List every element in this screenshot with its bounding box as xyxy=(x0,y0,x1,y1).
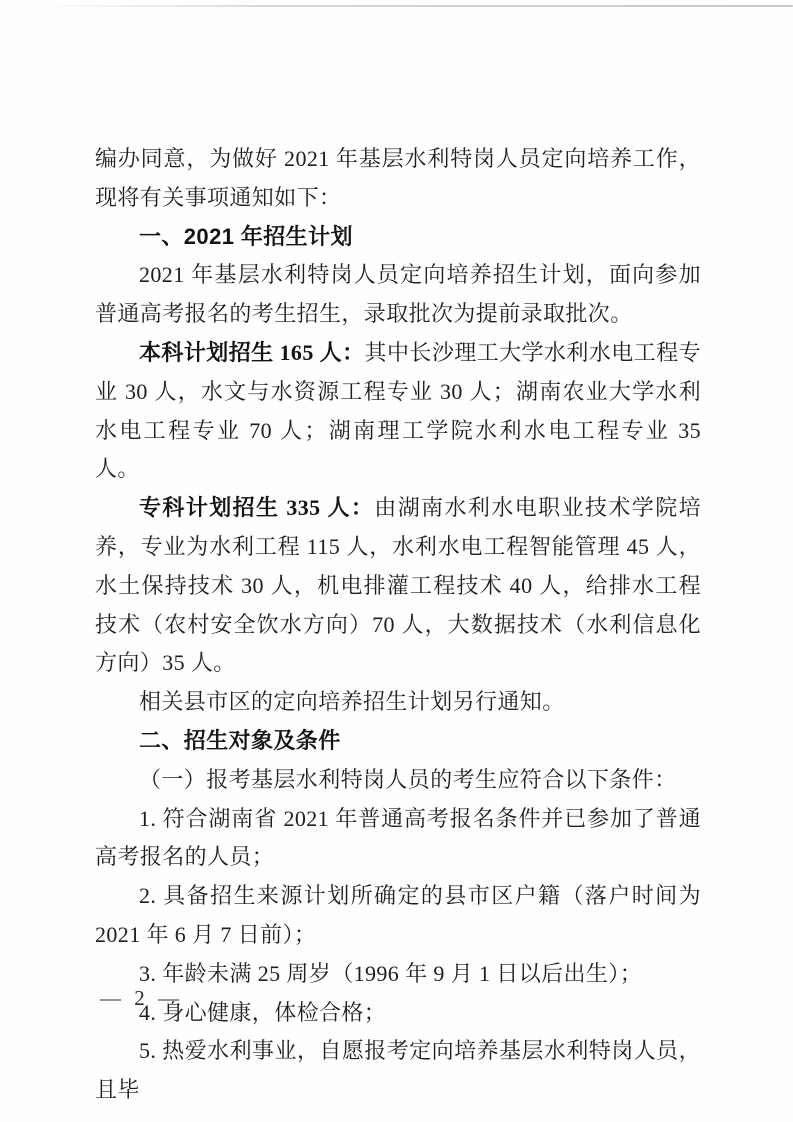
paragraph: 专科计划招生 335 人：由湖南水利水电职业技术学院培养，专业为水利工程 115 人，水利水电工程智能管理 45 人，水土保持技术 30 人，机电排灌工程技术 40 人，给排水工程技术（农村安全饮水方向）70 人，大数据技术（水利信息化方向）35 人。 xyxy=(95,495,702,676)
paragraph: 编办同意，为做好 2021 年基层水利特岗人员定向培养工作，现将有关事项通知如下： xyxy=(95,146,701,210)
paragraph: 本科计划招生 165 人：其中长沙理工大学水利水电工程专业 30 人，水文与水资源工程专业 30 人；湖南农业大学水利水电工程专业 70 人；湖南理工学院水利水电工程专业 35 人。 xyxy=(95,339,701,482)
paragraph: 相关县市区的定向培养招生计划另行通知。 xyxy=(139,689,565,715)
paragraph: 1. 符合湖南省 2021 年普通高考报名条件并已参加了普通高考报名的人员； xyxy=(95,805,701,870)
paragraph-lead: 专科计划招生 335 人： xyxy=(139,495,375,521)
paragraph: 2. 具备招生来源计划所确定的县市区户籍（落户时间为 2021 年 6 月 7 日前）； xyxy=(95,883,701,947)
paragraph-lead: 本科计划招生 165 人： xyxy=(139,339,365,365)
paragraph: 4. 身心健康，体检合格； xyxy=(139,999,387,1025)
paragraph: （一）报考基层水利特岗人员的考生应符合以下条件： xyxy=(139,766,677,792)
paragraph: 3. 年龄未满 25 周岁（1996 年 9 月 1 日以后出生）； xyxy=(139,960,643,986)
scan-artifact-line xyxy=(38,5,793,7)
page-number: — 2 — xyxy=(100,986,183,1010)
paragraph: 5. 热爱水利事业，自愿报考定向培养基层水利特岗人员，且毕 xyxy=(95,1038,701,1103)
paragraph: 2021 年基层水利特岗人员定向培养招生计划，面向参加普通高考报名的考生招生，录取批次为提前录取批次。 xyxy=(95,262,701,327)
section-heading: 一、2021 年招生计划 xyxy=(139,223,353,249)
document-body xyxy=(95,140,701,1110)
section-heading: 二、招生对象及条件 xyxy=(139,727,341,753)
